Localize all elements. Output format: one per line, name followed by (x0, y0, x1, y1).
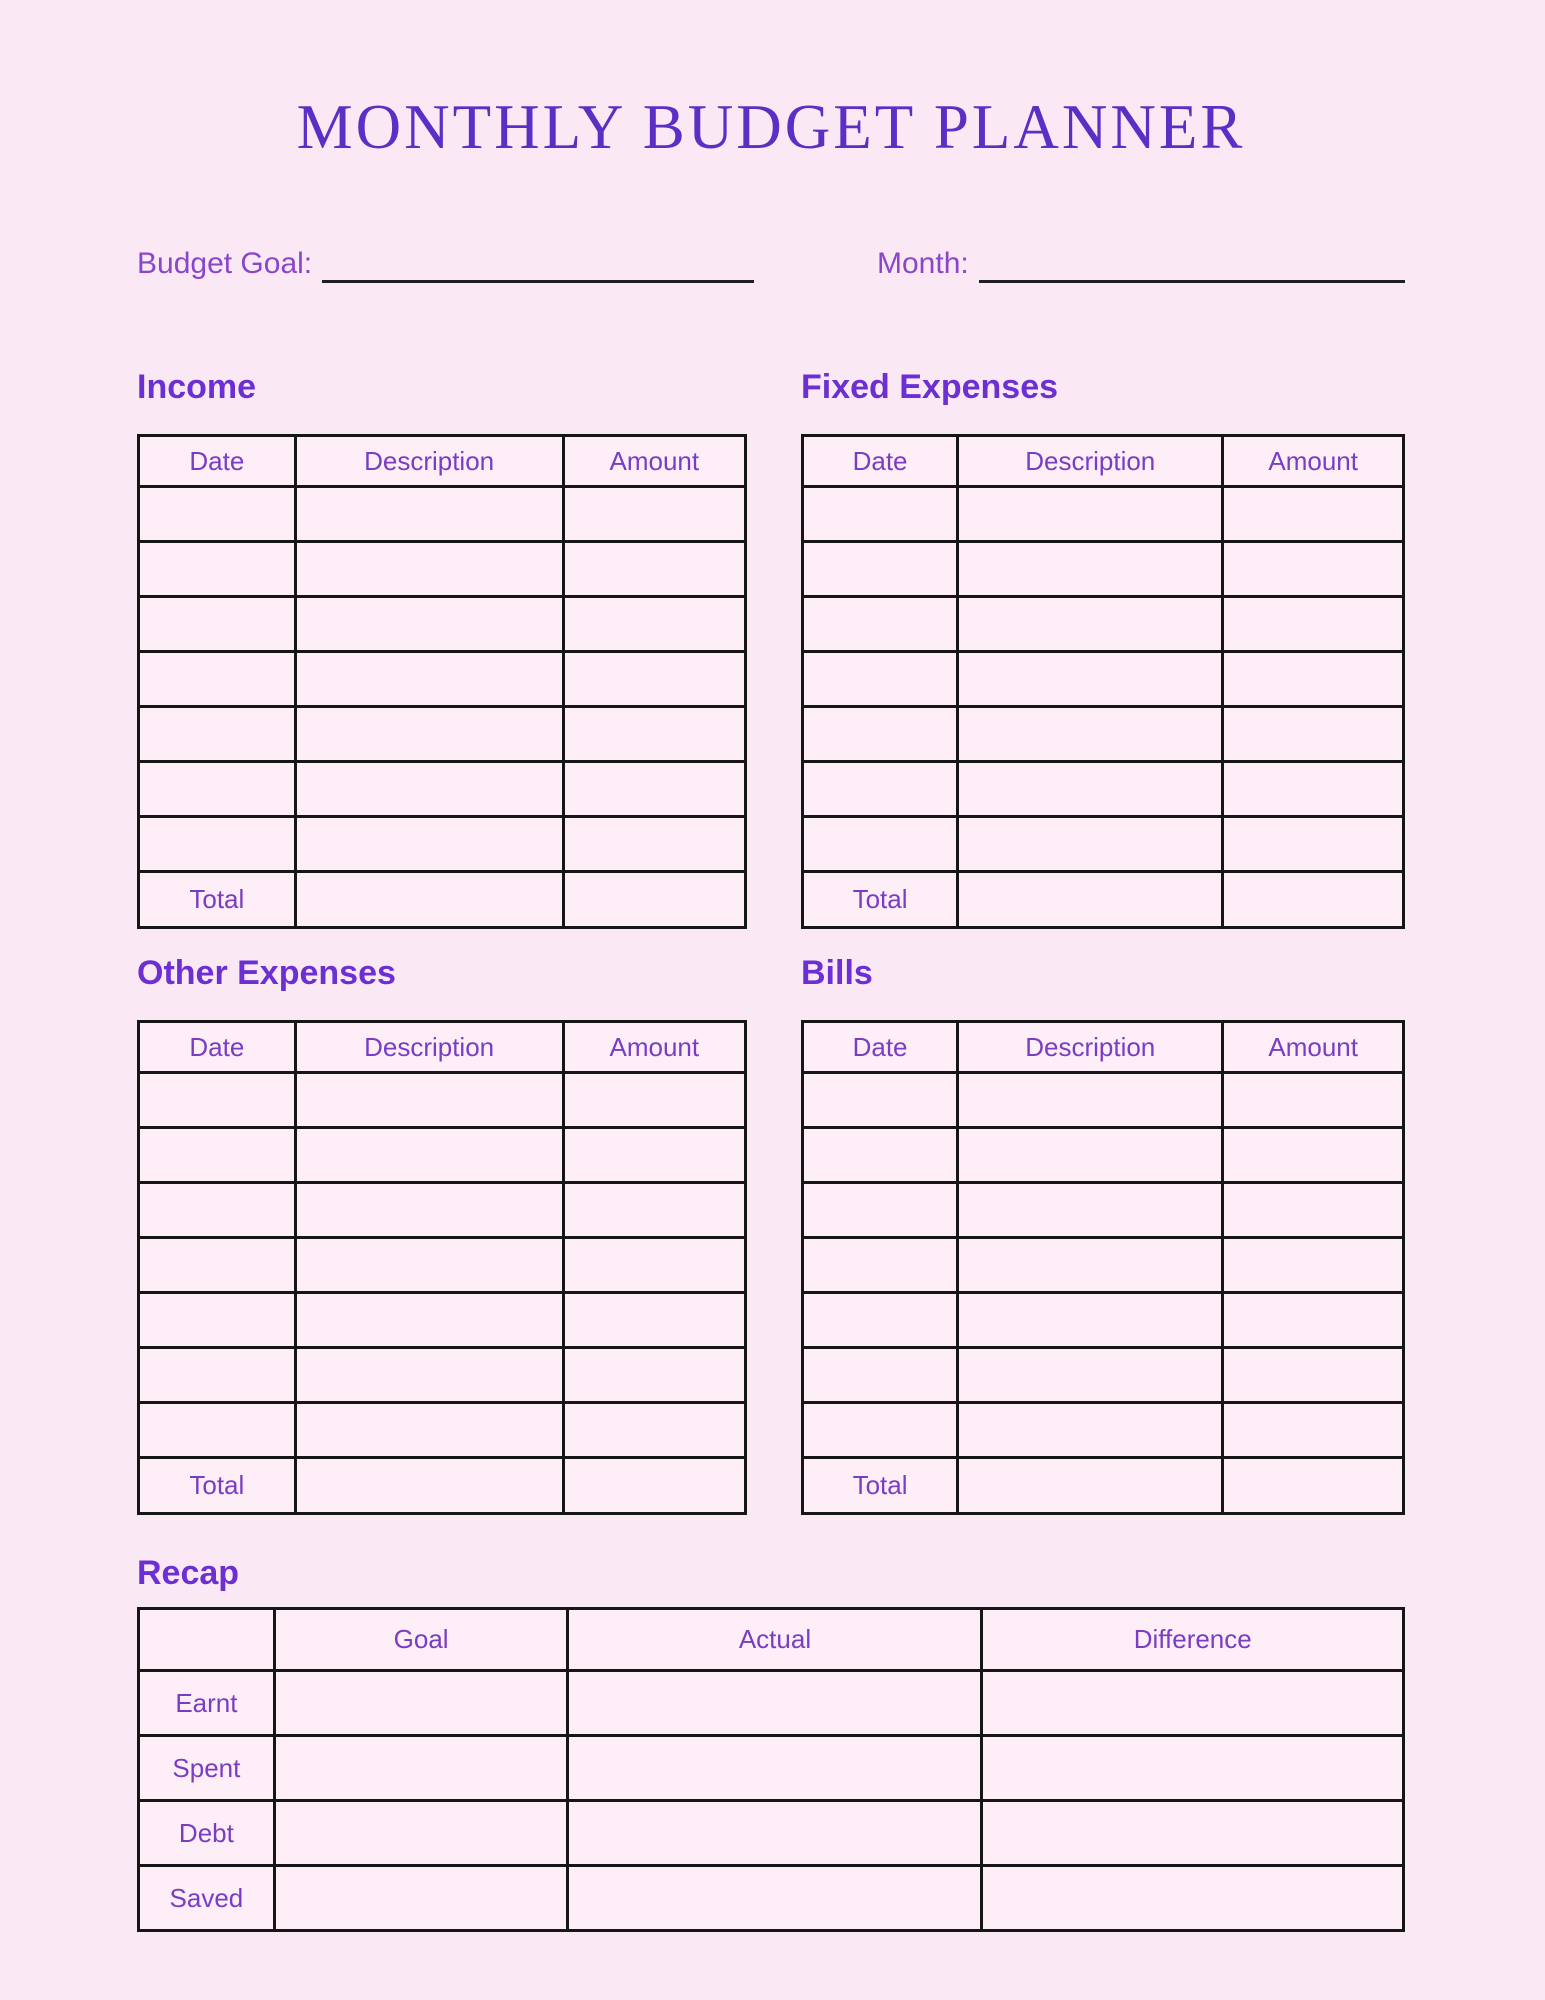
empty-row (803, 1183, 1404, 1238)
empty-cell[interactable] (295, 1293, 563, 1348)
budget-goal-blank-line[interactable] (322, 279, 754, 283)
empty-cell[interactable] (803, 1128, 958, 1183)
empty-cell[interactable] (139, 1128, 296, 1183)
empty-row (803, 707, 1404, 762)
empty-cell[interactable] (803, 652, 958, 707)
empty-row (803, 762, 1404, 817)
empty-cell[interactable] (295, 487, 563, 542)
empty-cell[interactable] (295, 707, 563, 762)
empty-cell[interactable] (139, 597, 296, 652)
empty-cell[interactable] (982, 1671, 1404, 1736)
empty-cell[interactable] (295, 652, 563, 707)
empty-cell[interactable] (563, 1403, 745, 1458)
empty-cell[interactable] (1223, 707, 1404, 762)
empty-row (803, 542, 1404, 597)
empty-row (803, 1348, 1404, 1403)
empty-cell[interactable] (568, 1801, 982, 1866)
fixed-expenses-header-row (803, 436, 1404, 487)
empty-cell[interactable] (139, 1073, 296, 1128)
empty-cell[interactable] (982, 1801, 1404, 1866)
empty-cell[interactable] (958, 1348, 1223, 1403)
recap-row-label-spent: Spent (139, 1736, 275, 1801)
fixed-expenses-table (801, 434, 1405, 929)
recap-row-earnt (139, 1671, 1404, 1736)
empty-cell[interactable] (803, 762, 958, 817)
empty-cell[interactable] (563, 542, 745, 597)
empty-cell[interactable] (1223, 487, 1404, 542)
empty-cell[interactable] (803, 1238, 958, 1293)
bills-section-title: Bills (801, 954, 873, 992)
empty-cell[interactable] (295, 597, 563, 652)
empty-row (139, 1348, 746, 1403)
empty-cell[interactable] (563, 817, 745, 872)
other-expenses-total-label: Total (139, 1458, 296, 1514)
empty-cell[interactable] (563, 652, 745, 707)
empty-row (139, 1073, 746, 1128)
empty-cell[interactable] (563, 597, 745, 652)
bills-total-row (803, 1458, 1404, 1514)
empty-row (139, 1293, 746, 1348)
empty-cell[interactable] (274, 1801, 568, 1866)
recap-section-title: Recap (137, 1554, 240, 1592)
ledger-grid (137, 367, 1405, 1515)
empty-cell[interactable] (274, 1866, 568, 1931)
empty-cell[interactable] (563, 1183, 745, 1238)
empty-cell[interactable] (139, 1348, 296, 1403)
bills-column-header-date: Date (803, 1022, 958, 1073)
recap-row-label-debt: Debt (139, 1801, 275, 1866)
section-recap (137, 1553, 1405, 1932)
empty-cell[interactable] (563, 1073, 745, 1128)
empty-cell[interactable] (1223, 762, 1404, 817)
recap-header-row (139, 1609, 1404, 1671)
empty-cell[interactable] (563, 1293, 745, 1348)
budget-goal-field (137, 247, 754, 285)
empty-cell[interactable] (568, 1671, 982, 1736)
empty-row (803, 1238, 1404, 1293)
fixed-expenses-total-row (803, 872, 1404, 928)
empty-cell[interactable] (803, 1293, 958, 1348)
empty-cell[interactable] (563, 1238, 745, 1293)
empty-cell[interactable] (139, 1403, 296, 1458)
empty-row (139, 597, 746, 652)
empty-cell[interactable] (139, 542, 296, 597)
empty-row (803, 487, 1404, 542)
income-total-row (139, 872, 746, 928)
section-bills (801, 953, 1405, 1515)
empty-cell[interactable] (1223, 872, 1404, 928)
empty-cell[interactable] (295, 1458, 563, 1514)
recap-column-header-difference: Difference (982, 1609, 1404, 1671)
empty-row (139, 817, 746, 872)
recap-row-label-earnt: Earnt (139, 1671, 275, 1736)
empty-row (803, 652, 1404, 707)
empty-cell[interactable] (1223, 652, 1404, 707)
empty-cell[interactable] (563, 1458, 745, 1514)
empty-cell[interactable] (1223, 1073, 1404, 1128)
empty-cell[interactable] (803, 597, 958, 652)
empty-cell[interactable] (958, 1128, 1223, 1183)
other-expenses-column-header-amount: Amount (563, 1022, 745, 1073)
empty-cell[interactable] (295, 817, 563, 872)
empty-cell[interactable] (1223, 1293, 1404, 1348)
empty-cell[interactable] (568, 1866, 982, 1931)
bills-table (801, 1020, 1405, 1515)
empty-cell[interactable] (803, 487, 958, 542)
empty-cell[interactable] (563, 872, 745, 928)
page-title: MONTHLY BUDGET PLANNER (296, 92, 1246, 162)
empty-cell[interactable] (1223, 597, 1404, 652)
empty-cell[interactable] (139, 707, 296, 762)
empty-cell[interactable] (563, 762, 745, 817)
empty-cell[interactable] (958, 817, 1223, 872)
income-header-row (139, 436, 746, 487)
income-column-header-amount: Amount (563, 436, 745, 487)
empty-row (139, 707, 746, 762)
empty-cell[interactable] (295, 542, 563, 597)
empty-row (139, 1128, 746, 1183)
empty-cell[interactable] (958, 707, 1223, 762)
bills-header-row (803, 1022, 1404, 1073)
empty-row (139, 1403, 746, 1458)
other-expenses-total-row (139, 1458, 746, 1514)
empty-cell[interactable] (563, 707, 745, 762)
fixed-expenses-column-header-date: Date (803, 436, 958, 487)
empty-cell[interactable] (958, 542, 1223, 597)
empty-cell[interactable] (1223, 542, 1404, 597)
empty-cell[interactable] (563, 487, 745, 542)
income-table (137, 434, 747, 929)
section-other-expenses (137, 953, 747, 1515)
empty-cell[interactable] (958, 1238, 1223, 1293)
empty-cell[interactable] (1223, 817, 1404, 872)
empty-cell[interactable] (563, 1348, 745, 1403)
empty-cell[interactable] (803, 707, 958, 762)
empty-cell[interactable] (958, 1458, 1223, 1514)
empty-cell[interactable] (563, 1128, 745, 1183)
empty-cell[interactable] (958, 487, 1223, 542)
empty-cell[interactable] (295, 1403, 563, 1458)
empty-row (139, 1183, 746, 1238)
empty-cell[interactable] (139, 1183, 296, 1238)
empty-cell[interactable] (803, 1403, 958, 1458)
empty-cell[interactable] (958, 1183, 1223, 1238)
section-fixed-expenses (801, 367, 1405, 929)
empty-cell[interactable] (139, 1293, 296, 1348)
empty-row (803, 1073, 1404, 1128)
recap-row-saved (139, 1866, 1404, 1931)
empty-cell[interactable] (803, 1073, 958, 1128)
empty-row (139, 542, 746, 597)
empty-cell[interactable] (958, 652, 1223, 707)
income-total-label: Total (139, 872, 296, 928)
empty-cell[interactable] (295, 1238, 563, 1293)
empty-cell[interactable] (958, 1293, 1223, 1348)
empty-row (803, 1293, 1404, 1348)
empty-cell[interactable] (958, 872, 1223, 928)
header-fields-row (137, 247, 1405, 285)
bills-column-header-amount: Amount (1223, 1022, 1404, 1073)
empty-cell[interactable] (803, 1348, 958, 1403)
section-income (137, 367, 747, 929)
empty-cell[interactable] (982, 1736, 1404, 1801)
bills-column-header-description: Description (958, 1022, 1223, 1073)
empty-row (139, 1238, 746, 1293)
empty-row (803, 1403, 1404, 1458)
fixed-expenses-column-header-amount: Amount (1223, 436, 1404, 487)
empty-row (139, 652, 746, 707)
empty-cell[interactable] (295, 1073, 563, 1128)
empty-cell[interactable] (803, 1183, 958, 1238)
empty-cell[interactable] (1223, 1458, 1404, 1514)
recap-row-debt (139, 1801, 1404, 1866)
empty-cell[interactable] (958, 597, 1223, 652)
empty-cell[interactable] (1223, 1183, 1404, 1238)
month-label: Month: (877, 247, 969, 280)
empty-row (803, 597, 1404, 652)
recap-column-header-actual: Actual (568, 1609, 982, 1671)
empty-cell[interactable] (139, 652, 296, 707)
empty-cell[interactable] (803, 542, 958, 597)
fixed-expenses-total-label: Total (803, 872, 958, 928)
empty-cell[interactable] (958, 1073, 1223, 1128)
empty-cell[interactable] (803, 817, 958, 872)
empty-cell[interactable] (295, 1183, 563, 1238)
empty-cell[interactable] (274, 1736, 568, 1801)
other-expenses-header-row (139, 1022, 746, 1073)
income-column-header-description: Description (295, 436, 563, 487)
empty-row (139, 762, 746, 817)
income-section-title: Income (137, 368, 257, 406)
fixed-expenses-column-header-description: Description (958, 436, 1223, 487)
month-blank-line[interactable] (979, 279, 1405, 283)
recap-column-header-goal: Goal (274, 1609, 568, 1671)
empty-cell[interactable] (982, 1866, 1404, 1931)
recap-row-spent (139, 1736, 1404, 1801)
empty-row (803, 817, 1404, 872)
other-expenses-column-header-date: Date (139, 1022, 296, 1073)
empty-cell[interactable] (295, 872, 563, 928)
recap-table (137, 1607, 1405, 1932)
other-expenses-section-title: Other Expenses (137, 954, 396, 992)
budget-goal-label: Budget Goal: (137, 247, 313, 280)
empty-cell[interactable] (568, 1736, 982, 1801)
empty-cell[interactable] (958, 1403, 1223, 1458)
empty-cell[interactable] (274, 1671, 568, 1736)
empty-cell[interactable] (1223, 1348, 1404, 1403)
empty-cell[interactable] (1223, 1238, 1404, 1293)
income-column-header-date: Date (139, 436, 296, 487)
empty-cell[interactable] (139, 487, 296, 542)
other-expenses-table (137, 1020, 747, 1515)
empty-row (139, 487, 746, 542)
empty-row (803, 1128, 1404, 1183)
empty-cell[interactable] (139, 817, 296, 872)
empty-cell[interactable] (958, 762, 1223, 817)
month-field (877, 247, 1405, 285)
other-expenses-column-header-description: Description (295, 1022, 563, 1073)
empty-cell[interactable] (295, 1128, 563, 1183)
empty-cell[interactable] (1223, 1128, 1404, 1183)
empty-cell[interactable] (295, 762, 563, 817)
empty-cell[interactable] (1223, 1403, 1404, 1458)
bills-total-label: Total (803, 1458, 958, 1514)
recap-row-label-saved: Saved (139, 1866, 275, 1931)
empty-cell[interactable] (139, 1238, 296, 1293)
recap-corner-cell (139, 1609, 275, 1671)
empty-cell[interactable] (139, 762, 296, 817)
empty-cell[interactable] (295, 1348, 563, 1403)
fixed-expenses-section-title: Fixed Expenses (801, 368, 1059, 406)
